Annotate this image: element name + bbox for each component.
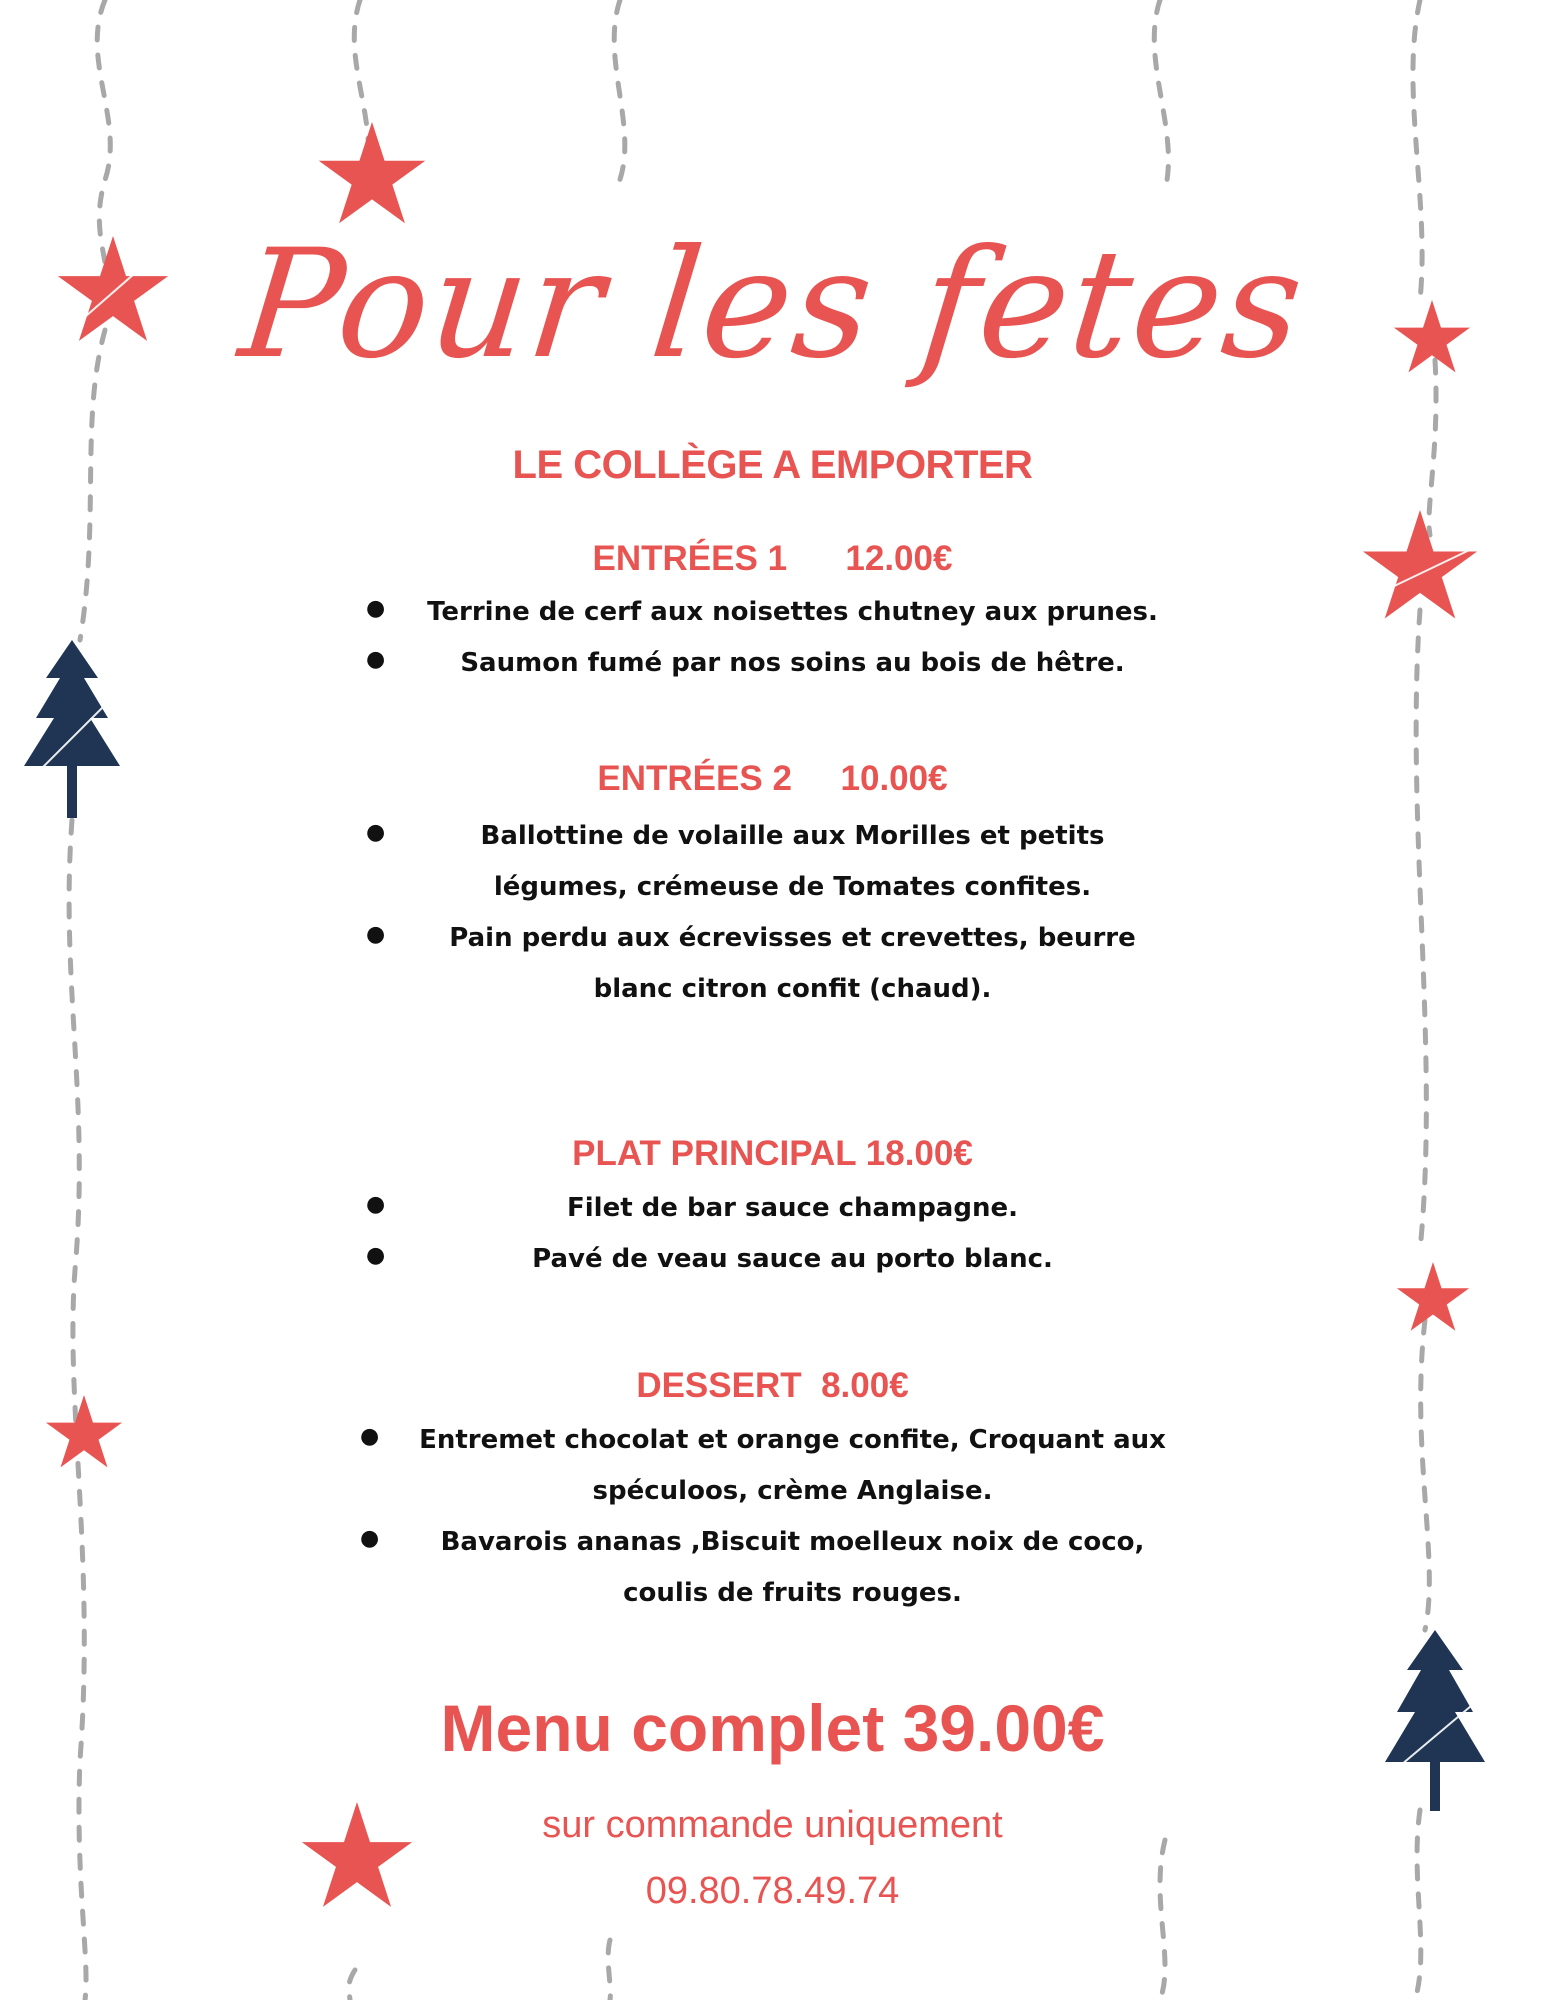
- phone-number: 09.80.78.49.74: [645, 1870, 900, 1912]
- star-icon: [319, 122, 426, 223]
- bullet-icon: ●: [366, 820, 386, 845]
- bullet-icon: ●: [366, 1192, 386, 1217]
- section-price: 10.00€: [840, 759, 948, 798]
- section-heading-entrees-2: [0, 759, 1545, 799]
- menu-item-line: blanc citron confit (chaud).: [593, 974, 992, 1004]
- menu-item-line: légumes, crémeuse de Tomates confites.: [493, 872, 1092, 902]
- menu-item-line: Entremet chocolat et orange confite, Croquant aux: [419, 1425, 1166, 1455]
- page-subtitle: LE COLLÈGE A EMPORTER: [512, 443, 1033, 487]
- section-heading-entrees-1: [0, 539, 1545, 579]
- bullet-icon: ●: [360, 1424, 380, 1449]
- section-name: PLAT PRINCIPAL: [572, 1134, 857, 1173]
- menu-item-line: spéculoos, crème Anglaise.: [592, 1476, 993, 1506]
- section-heading-dessert: [0, 1366, 1545, 1406]
- section-heading-plat-principal: [0, 1134, 1545, 1174]
- bullet-icon: ●: [366, 1243, 386, 1268]
- menu-item-line: coulis de fruits rouges.: [623, 1578, 962, 1608]
- menu-item: Saumon fumé par nos soins au bois de hêtre.: [460, 648, 1125, 678]
- order-note: sur commande uniquement: [542, 1804, 1003, 1846]
- page-title: Pour les fetes: [232, 218, 1313, 392]
- menu-item-line: Ballottine de volaille aux Morilles et petits: [480, 821, 1105, 851]
- section-price: 8.00€: [821, 1366, 909, 1405]
- section-name: ENTRÉES 1: [592, 539, 788, 578]
- bullet-icon: ●: [366, 922, 386, 947]
- bullet-icon: ●: [366, 647, 386, 672]
- menu-item-line: Pain perdu aux écrevisses et crevettes, beurre: [449, 923, 1136, 953]
- menu-item: Terrine de cerf aux noisettes chutney aux prunes.: [427, 597, 1158, 627]
- bullet-icon: ●: [360, 1526, 380, 1551]
- section-price: 12.00€: [845, 539, 953, 578]
- section-name: ENTRÉES 2: [597, 759, 792, 798]
- menu-item-line: Bavarois ananas ,Biscuit moelleux noix de coco,: [440, 1527, 1145, 1557]
- section-price: 18.00€: [865, 1134, 973, 1173]
- section-name: DESSERT: [636, 1366, 802, 1405]
- menu-item: Pavé de veau sauce au porto blanc.: [532, 1244, 1053, 1274]
- menu-item: Filet de bar sauce champagne.: [566, 1193, 1018, 1223]
- menu-total-price: Menu complet 39.00€: [440, 1691, 1105, 1765]
- bullet-icon: ●: [366, 596, 386, 621]
